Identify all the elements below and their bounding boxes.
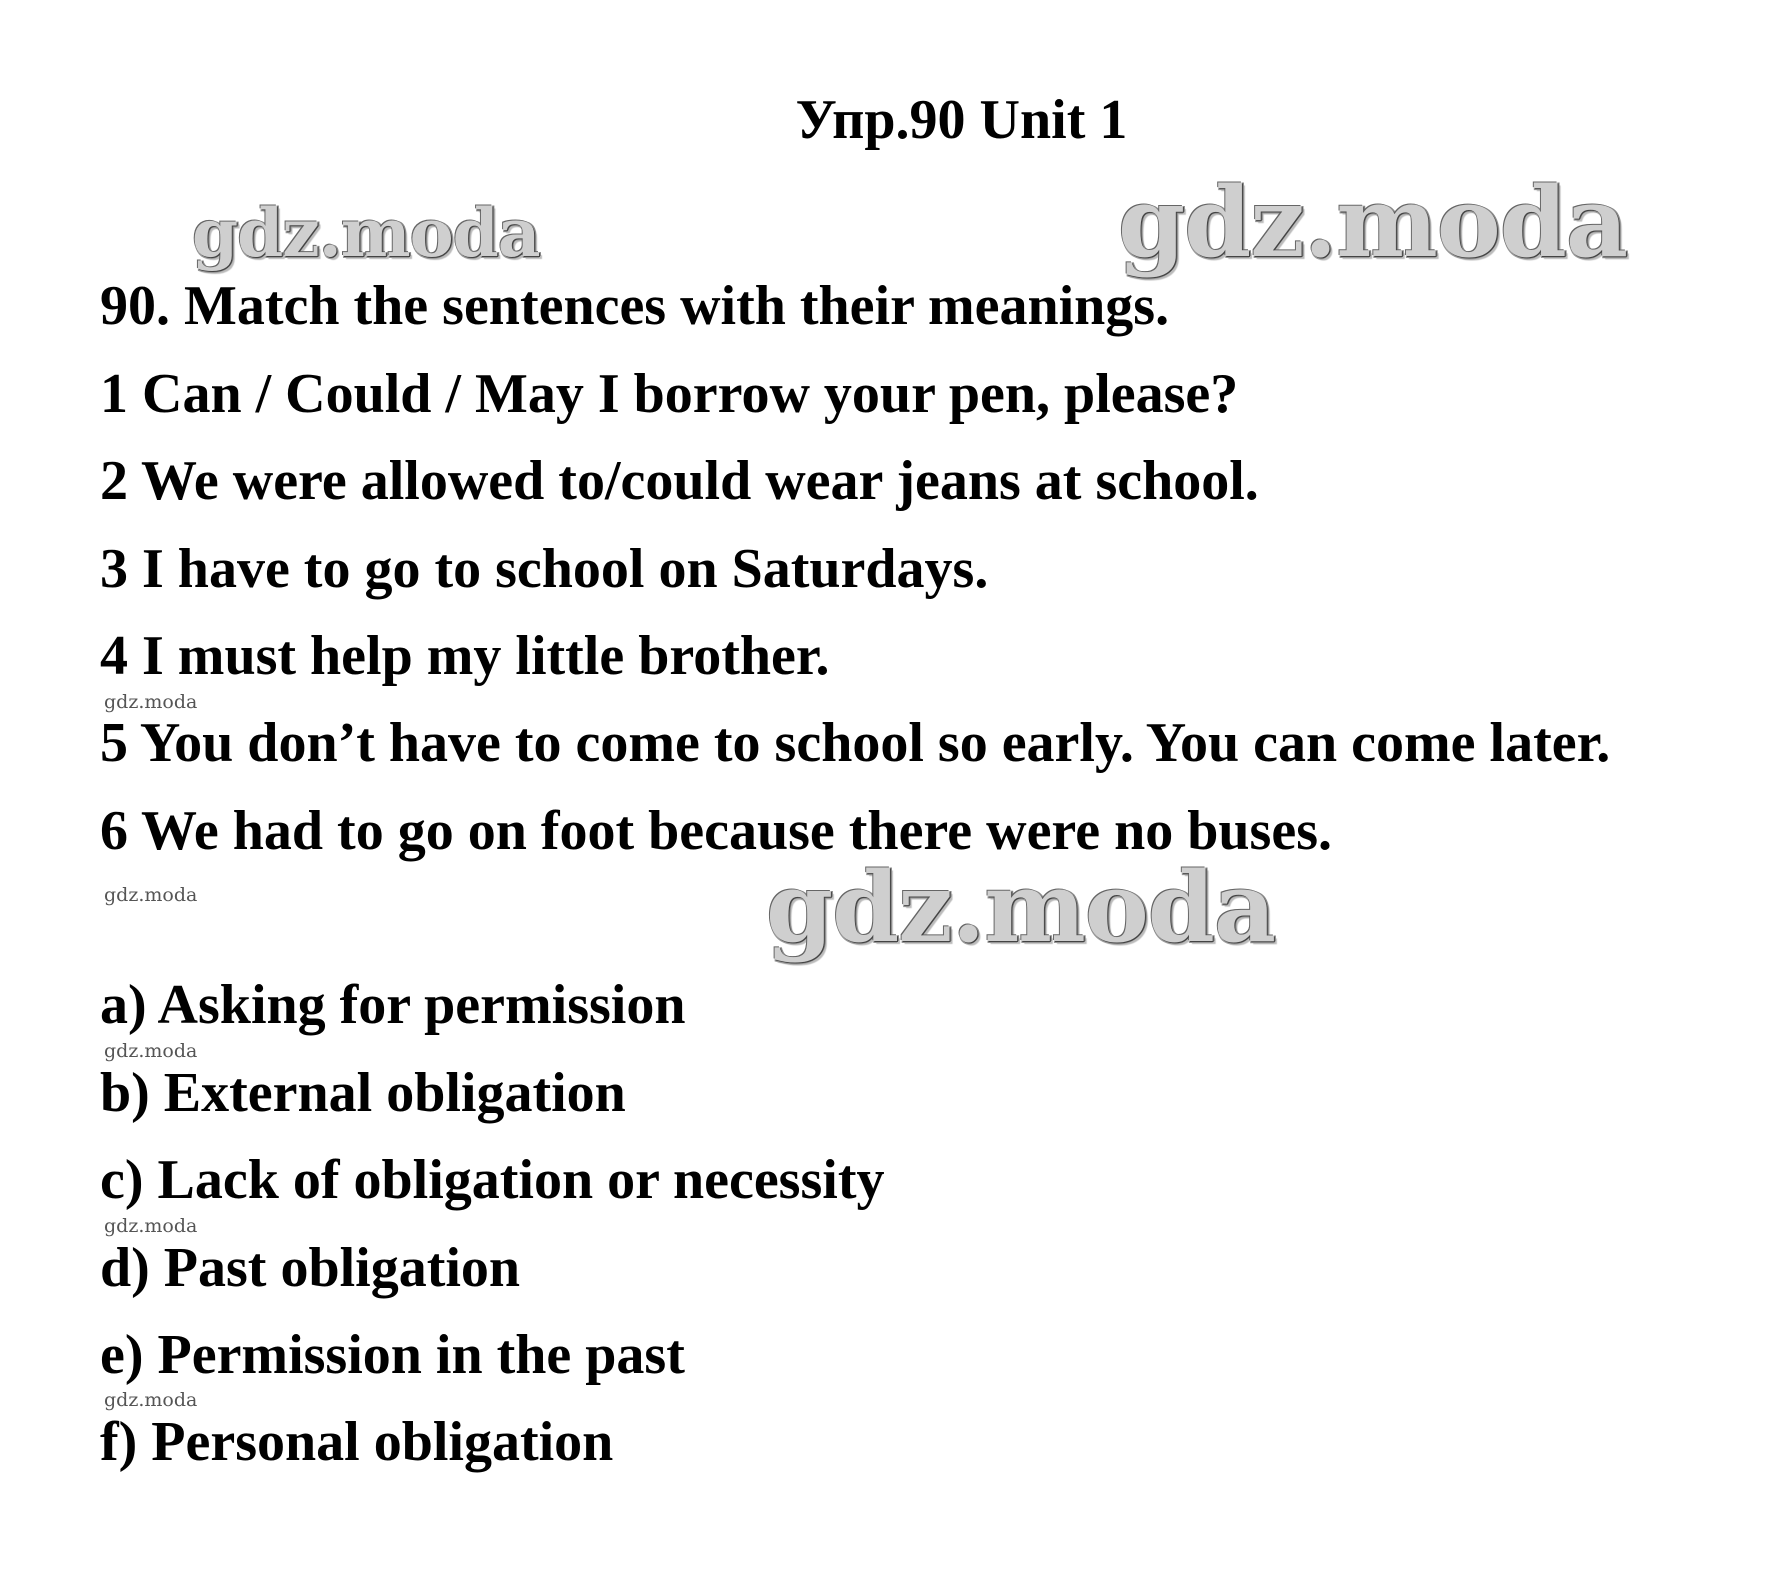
meaning-item: e) Permission in the past <box>100 1324 685 1386</box>
watermark-small: gdz.moda <box>104 691 198 713</box>
meaning-item: d) Past obligation <box>100 1237 521 1299</box>
meaning-item: b) External obligation <box>100 1062 626 1124</box>
page-title: Упр.90 Unit 1 <box>795 89 1128 151</box>
exercise-instruction: 90. Match the sentences with their meanings. <box>100 275 1170 337</box>
sentence-item: 2 We were allowed to/could wear jeans at school. <box>100 450 1259 512</box>
meaning-item: c) Lack of obligation or necessity <box>100 1149 885 1211</box>
sentence-item: 4 I must help my little brother. <box>100 625 830 687</box>
watermark-logo: gdz.moda <box>1118 166 1628 279</box>
watermark-small: gdz.moda <box>104 884 198 906</box>
meaning-item: f) Personal obligation <box>100 1411 614 1473</box>
sentence-item: 6 We had to go on foot because there were no buses. <box>100 800 1332 862</box>
watermark-small: gdz.moda <box>104 1040 198 1062</box>
sentence-item: 5 You don’t have to come to school so early. You can come later. <box>100 712 1611 774</box>
watermark-logo: gdz.moda <box>192 194 540 272</box>
sentence-item: 3 I have to go to school on Saturdays. <box>100 538 989 600</box>
meaning-item: a) Asking for permission <box>100 974 686 1036</box>
sentence-item: 1 Can / Could / May I borrow your pen, please? <box>100 363 1239 425</box>
watermark-small: gdz.moda <box>104 1215 198 1237</box>
watermark-small: gdz.moda <box>104 1389 198 1411</box>
watermark-logo: gdz.moda <box>766 851 1276 964</box>
